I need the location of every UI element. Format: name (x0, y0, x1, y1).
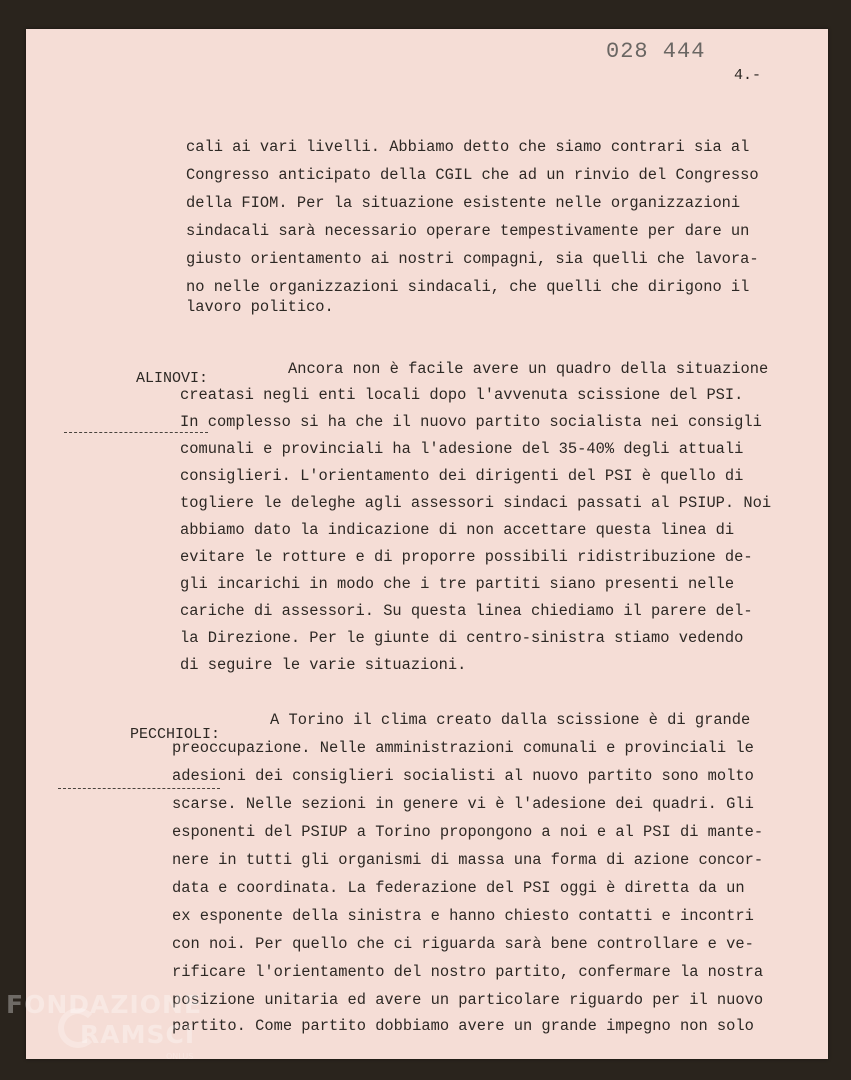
text-line: Ancora non è facile avere un quadro della situazione (288, 360, 769, 378)
text-line: posizione unitaria ed avere un particolare riguardo per il nuovo (172, 991, 764, 1009)
text-line: adesioni dei consiglieri socialisti al nuovo partito sono molto (172, 767, 754, 785)
speaker-label-alinovi: ALINOVI: (64, 349, 208, 429)
text-line: scarse. Nelle sezioni in genere vi è l'adesione dei quadri. Gli (172, 795, 754, 813)
typed-page (26, 29, 828, 1059)
text-line: abbiamo dato la indicazione di non accettare questa linea di (180, 521, 735, 539)
text-line: lavoro politico. (186, 298, 334, 316)
watermark-line1: FONDAZIONE (6, 990, 203, 1019)
page-number: 4.- (734, 67, 762, 84)
text-line: della FIOM. Per la situazione esistente nelle organizzazioni (186, 194, 741, 212)
text-line: nere in tutti gli organismi di massa una forma di azione concor- (172, 851, 764, 869)
text-line: cali ai vari livelli. Abbiamo detto che siamo contrari sia al (186, 138, 750, 156)
text-line: A Torino il clima creato dalla scissione è di grande (270, 711, 751, 729)
text-line: la Direzione. Per le giunte di centro-sinistra stiamo vedendo (180, 629, 744, 647)
text-line: gli incarichi in modo che i tre partiti siano presenti nelle (180, 575, 735, 593)
text-line: data e coordinata. La federazione del PSI oggi è diretta da un (172, 879, 745, 897)
text-line: preoccupazione. Nelle amministrazioni comunali e provinciali le (172, 739, 754, 757)
text-line: rificare l'orientamento del nostro partito, confermare la nostra (172, 963, 764, 981)
text-line: cariche di assessori. Su questa linea chiediamo il parere del- (180, 602, 753, 620)
text-line: comunali e provinciali ha l'adesione del 35-40% degli attuali (180, 440, 744, 458)
text-line: Congresso anticipato della CGIL che ad un rinvio del Congresso (186, 166, 759, 184)
text-line: evitare le rotture e di proporre possibili ridistribuzione de- (180, 548, 753, 566)
watermark-line2: RAMSCI (80, 1020, 196, 1049)
text-line: ex esponente della sinistra e hanno chiesto contatti e incontri (172, 907, 754, 925)
text-line: togliere le deleghe agli assessori sindaci passati al PSIUP. Noi (180, 494, 772, 512)
text-line: partito. Come partito dobbiamo avere un grande impegno non solo (172, 1017, 754, 1035)
text-line: consiglieri. L'orientamento dei dirigenti del PSI è quello di (180, 467, 744, 485)
text-line: creatasi negli enti locali dopo l'avvenuta scissione del PSI. (180, 386, 744, 404)
watermark-small: ONLUS (166, 1052, 194, 1061)
text-line: giusto orientamento ai nostri compagni, sia quelli che lavora- (186, 250, 759, 268)
text-line: con noi. Per quello che ci riguarda sarà bene controllare e ve- (172, 935, 754, 953)
text-line: no nelle organizzazioni sindacali, che quelli che dirigono il (186, 278, 750, 296)
archive-number: 028 444 (606, 39, 706, 64)
text-line: di seguire le varie situazioni. (180, 656, 467, 674)
text-line: In complesso si ha che il nuovo partito socialista nei consigli (180, 413, 762, 431)
text-line: esponenti del PSIUP a Torino propongono a noi e al PSI di mante- (172, 823, 764, 841)
speaker-label-pecchioli: PECCHIOLI: (58, 705, 220, 785)
text-line: sindacali sarà necessario operare tempestivamente per dare un (186, 222, 750, 240)
